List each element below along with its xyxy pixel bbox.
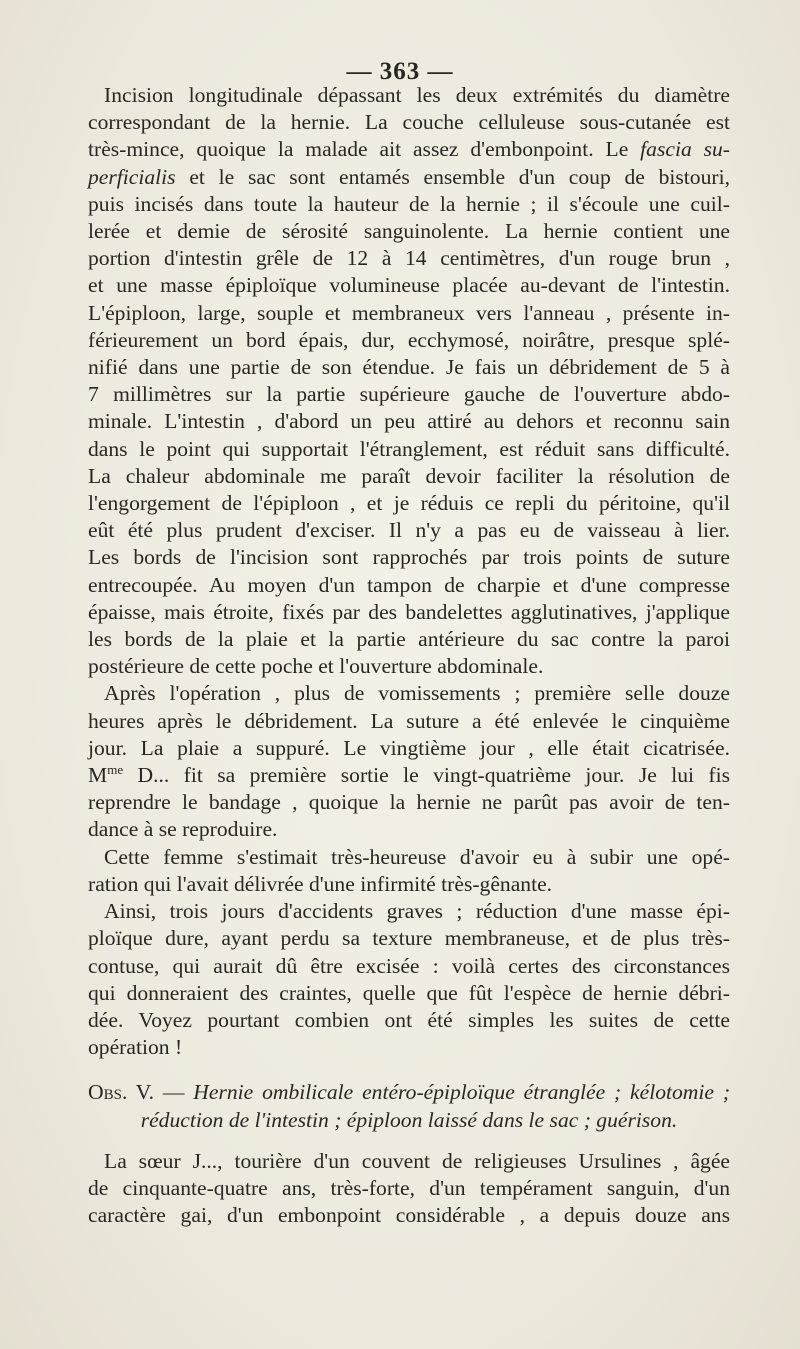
dash: — [154, 1080, 194, 1105]
text-line: portion d'intestin grêle de 12 à 14 centimètres, d'un rouge brun , [88, 246, 730, 271]
text-line: dans le point qui supportait l'étranglement, est réduit sans difficulté. [88, 436, 730, 461]
text-line: Après l'opération , plus de vomissements ; première selle douze [104, 681, 730, 706]
text-line: nifié dans une partie de son étendue. Je fais un débridement de 5 à [88, 355, 730, 380]
text-line: ploïque dure, ayant perdu sa texture membraneuse, et de plus très- [88, 926, 730, 951]
text-line: contuse, qui aurait dû être excisée : voilà certes des circonstances [88, 953, 730, 978]
text-line: heures après le débridement. La suture a été enlevée le cinquième [88, 708, 730, 733]
text-line: puis incisés dans toute la hauteur de la hernie ; il s'écoule une cuil- [88, 191, 730, 216]
text-line [88, 762, 730, 789]
body-text [88, 82, 730, 1229]
text-line: correspondant de la hernie. La couche celluleuse sous-cutanée est [88, 110, 730, 135]
paragraph-2 [88, 680, 730, 843]
paragraph-1 [88, 82, 730, 680]
text-line: eût été plus prudent d'exciser. Il n'y a pas eu de vaisseau à lier. [88, 518, 730, 543]
text-line: dée. Voyez pourtant combien ont été simples les suites de cette [88, 1007, 730, 1032]
text-run: D... fit sa première sortie le vingt-quatrième jour. Je lui fis [123, 763, 730, 788]
text-line: Les bords de l'incision sont rapprochés par trois points de suture [88, 545, 730, 570]
paragraph-3 [88, 844, 730, 898]
text-line: minale. L'intestin , d'abord un peu attiré au dehors et reconnu sain [88, 409, 730, 434]
text-line: jour. La plaie a suppuré. Le vingtième jour , elle était cicatrisée. [88, 735, 730, 760]
text-line: réduction de l'intestin ; épiploon laissé dans le sac ; guérison. [140, 1107, 678, 1132]
text-line: les bords de la plaie et la partie antérieure du sac contre la paroi [88, 627, 730, 652]
text-line: caractère gai, d'un embonpoint considérable , a depuis douze ans [88, 1203, 730, 1228]
text-line: postérieure de cette poche et l'ouverture abdominale. [88, 654, 544, 679]
text-line: Cette femme s'estimait très-heureuse d'avoir eu à subir une opé- [104, 844, 730, 869]
text-line [88, 164, 730, 191]
text-line: épaisse, mais étroite, fixés par des bandelettes agglutinatives, j'applique [88, 599, 730, 624]
text-run: et le sac sont entamés ensemble d'un coup de bistouri, [175, 164, 730, 189]
text-line: 7 millimètres sur la partie supérieure gauche de l'ouverture abdo- [88, 382, 730, 407]
text-line: qui donneraient des craintes, quelle que fût l'espèce de hernie débri- [88, 980, 730, 1005]
superscript: me [107, 761, 124, 777]
text-line: dance à se reproduire. [88, 817, 278, 842]
text-line: Incision longitudinale dépassant les deux extrémités du diamètre [104, 83, 730, 107]
italic-term: perficialis [88, 164, 176, 189]
text-line: lerée et demie de sérosité sanguinolente. La hernie contient une [88, 219, 730, 244]
text-line [88, 136, 730, 163]
text-line: l'engorgement de l'épiploon , et je réduis ce repli du péritoine, qu'il [88, 491, 730, 516]
text-line: et une masse épiploïque volumineuse placée au-devant de l'intestin. [88, 273, 730, 298]
text-line: opération ! [88, 1035, 183, 1060]
text-line: entrecoupée. Au moyen d'un tampon de charpie et d'une compresse [88, 572, 730, 597]
page-number: — 363 — [346, 58, 454, 85]
text-line: L'épiploon, large, souple et membraneux vers l'anneau , présente in- [88, 300, 730, 325]
text-line: ration qui l'avait délivrée d'une infirmité très-gênante. [88, 871, 553, 896]
observation-label: Obs. V. [88, 1080, 154, 1105]
text-line: Ainsi, trois jours d'accidents graves ; réduction d'une masse épi- [104, 899, 730, 924]
text-line [88, 1079, 730, 1106]
text-run: M [88, 763, 108, 788]
text-run: très-mince, quoique la malade ait assez d'embonpoint. Le [88, 137, 641, 162]
text-line: de cinquante-quatre ans, très-forte, d'un tempérament sanguin, d'un [88, 1175, 730, 1200]
paragraph-5 [88, 1148, 730, 1230]
italic-term: fascia su- [640, 137, 730, 162]
text-line: férieurement un bord épais, dur, ecchymosé, noirâtre, presque splé- [88, 327, 730, 352]
text-line: La chaleur abdominale me paraît devoir faciliter la résolution de [88, 463, 730, 488]
paragraph-4 [88, 898, 730, 1061]
text-line: La sœur J..., tourière d'un couvent de religieuses Ursulines , âgée [104, 1148, 730, 1173]
observation-title: Hernie ombilicale entéro-épiploïque étranglée ; kélotomie ; [193, 1080, 731, 1105]
observation-heading [88, 1079, 730, 1133]
text-line: reprendre le bandage , quoique la hernie ne parût pas avoir de ten- [88, 790, 730, 815]
